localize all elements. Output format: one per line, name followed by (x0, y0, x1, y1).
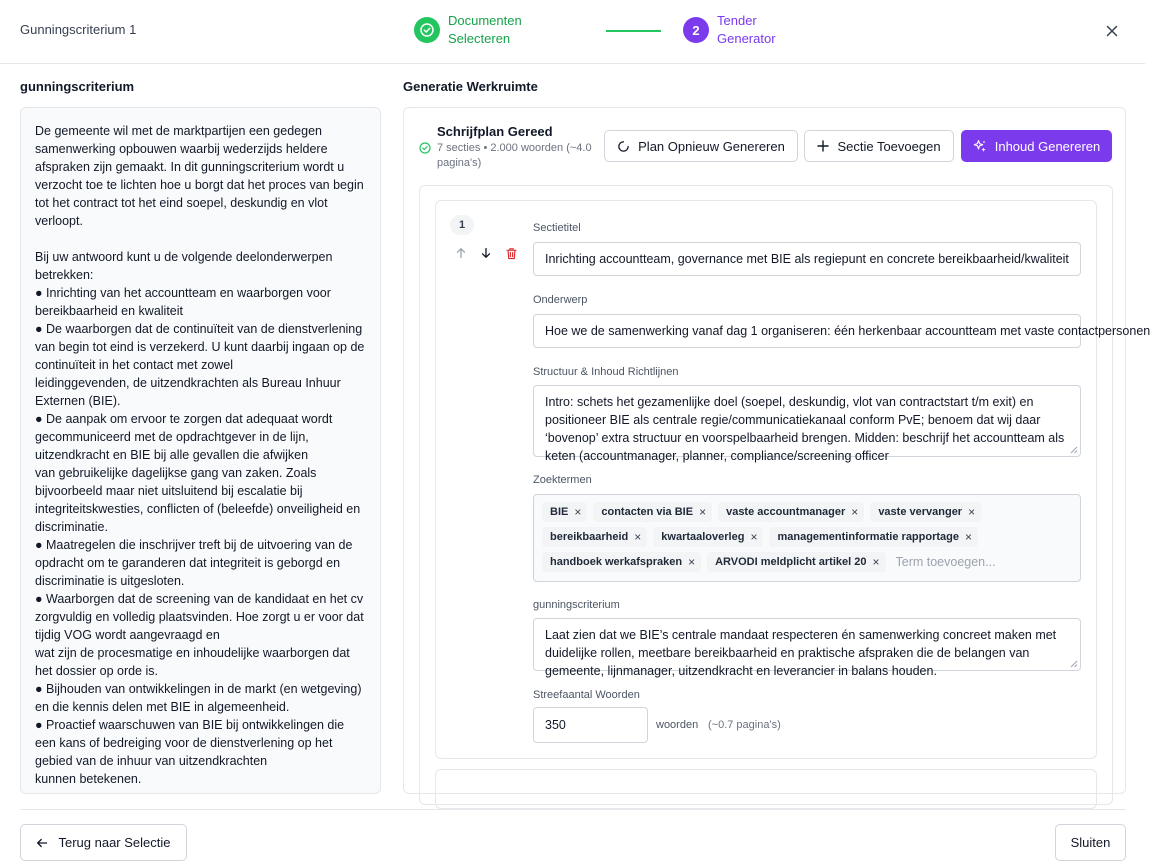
keyword-tag-label: handboek werkafspraken (550, 556, 683, 568)
regenerate-plan-label: Plan Opnieuw Genereren (638, 138, 785, 154)
step-tender-generator[interactable] (683, 12, 807, 48)
step-complete-check-icon (414, 17, 440, 43)
plus-icon (817, 140, 829, 152)
sparkles-icon (973, 139, 987, 153)
remove-tag-icon[interactable]: × (968, 505, 976, 519)
subject-label: Onderwerp (533, 294, 588, 306)
keyword-tag[interactable] (769, 527, 978, 547)
keyword-tag-label: managementinformatie rapportage (777, 531, 959, 543)
target-words-label: Streefaantal Woorden (533, 689, 640, 701)
step-connector (606, 30, 661, 32)
criterion-text-panel[interactable] (20, 107, 381, 794)
keyword-tag-label: ARVODI meldplicht artikel 20 (715, 556, 867, 568)
step-documenten-selecteren[interactable] (414, 12, 538, 48)
words-unit-label: woorden (656, 719, 699, 731)
refresh-icon (617, 140, 630, 153)
keyword-tag-label: BIE (550, 506, 569, 518)
keyword-tag-label: contacten via BIE (601, 506, 694, 518)
criterion-textarea[interactable] (533, 618, 1081, 678)
keyword-tag[interactable] (707, 552, 885, 572)
keyword-tag[interactable] (542, 502, 587, 522)
remove-tag-icon[interactable]: × (965, 530, 973, 544)
modal-header (0, 0, 1145, 64)
arrow-up-icon (455, 247, 467, 259)
check-circle-icon (419, 142, 431, 154)
structure-textarea[interactable] (533, 385, 1081, 463)
criterion-label: gunningscriterium (533, 599, 620, 611)
section-number-badge: 1 (450, 215, 474, 235)
remove-tag-icon[interactable]: × (634, 530, 642, 544)
words-pages-estimate: (~0.7 pagina's) (708, 719, 781, 731)
section-title-input[interactable]: Inrichting accountteam, governance met BIE als regiepunt en concrete bereikbaarheid/kwaliteit (533, 242, 1081, 276)
remove-tag-icon[interactable]: × (688, 555, 696, 569)
generate-content-label: Inhoud Genereren (994, 138, 1101, 154)
back-to-selection-button[interactable] (20, 824, 187, 861)
keyword-tag-label: vaste vervanger (878, 506, 963, 518)
plan-meta (419, 141, 609, 171)
step-label (717, 12, 807, 48)
add-section-button[interactable] (804, 130, 954, 162)
keyword-tag[interactable] (653, 527, 763, 547)
section-title-label: Sectietitel (533, 222, 581, 234)
remove-tag-icon[interactable]: × (750, 530, 758, 544)
generation-workspace (403, 107, 1150, 794)
close-button[interactable] (1101, 20, 1123, 42)
keyword-tag-label: vaste accountmanager (726, 506, 846, 518)
add-section-label: Sectie Toevoegen (837, 138, 941, 154)
keyword-tag[interactable] (593, 502, 712, 522)
subject-input[interactable]: Hoe we de samenwerking vanaf dag 1 organiseren: één herkenbaar accountteam met vaste contactpersonen (533, 314, 1081, 348)
step-label (448, 12, 538, 48)
modal-title: Gunningscriterium 1 (20, 22, 137, 37)
remove-tag-icon[interactable]: × (699, 505, 707, 519)
regenerate-plan-button[interactable] (604, 130, 798, 162)
resize-grip-icon[interactable] (1070, 446, 1078, 454)
generate-content-button[interactable] (961, 130, 1112, 162)
keywords-label: Zoektermen (533, 474, 592, 486)
step-label-line1: Tender (717, 13, 757, 28)
remove-tag-icon[interactable]: × (574, 505, 582, 519)
keyword-tag[interactable] (542, 527, 647, 547)
remove-tag-icon[interactable]: × (872, 555, 880, 569)
section-card (435, 200, 1150, 759)
step-number: 2 (683, 17, 709, 43)
close-icon (1106, 25, 1118, 37)
plan-status-title: Schrijfplan Gereed (437, 124, 553, 139)
structure-label: Structuur & Inhoud Richtlijnen (533, 366, 679, 378)
criterion-text: De gemeente wil met de marktpartijen een gedegen samenwerking opbouwen waarbij wederzijds heldere afspraken zijn gemaakt. In dit gunningscriterium wordt u verzocht toe te lichten hoe u borgt dat het proces van begin tot het contract tot het eind soepel, deskundig en vlot verloopt. Bij uw antwoord kunt u de volgende deelonderwerpen betrekken: ● Inrichting van het accountteam en waarborgen voor bereikbaarheid en kwaliteit ● De waarborgen dat de continuïteit van de dienstverlening van begin tot eind is verzekerd. U kunt daarbij ingaan op de continuïteit in het contact met zowel leidinggevenden, de uitzendkrachten als Bureau Inhuur Externen (BIE). ● De aanpak om ervoor te zorgen dat adequaat wordt gecommuniceerd met de opdrachtgever in de lijn, uitzendkracht en BIE bij alle gevallen die afwijken van gebruikelijke dagelijkse gang van zaken. Zoals bijvoorbeeld maar niet uitsluitend bij escalatie bij integriteitskwesties, conflicten of (beleefde) onveiligheid en discriminatie. ● Maatregelen die inschrijver treft bij de uitvoering van de opdracht om te garanderen dat integriteit is geborgd en discriminatie is uitgesloten. ● Waarborgen dat de screening van de kandidaat en het cv zorgvuldig en volledig plaatsvinden. Hoe zorgt u er voor dat tijdig VOG wordt aangevraagd en wat zijn de procesmatige en inhoudelijke waarborgen dat het dossier op orde is. ● Bijhouden van ontwikkelingen in de markt (en wetgeving) en die kennis delen met BIE in algemeenheid. ● Proactief waarschuwen van BIE bij ontwikkelingen die een kans of bedreiging voor de dienstverlening op het gebied van de inhuur van uitzendkrachten kunnen betekenen. (35, 124, 365, 786)
criterion-textarea-text: Laat zien dat we BIE’s centrale mandaat respecteren én samenwerking concreet maken met duidelijke rollen, meetbare bereikbaarheid en praktische afspraken die de belangen van gemeente, lijnmanager, uitzendkracht en leverancier in balans houden. (545, 628, 1057, 678)
keyword-tag[interactable] (870, 502, 981, 522)
arrow-down-icon (480, 247, 492, 259)
move-up-button[interactable] (453, 245, 469, 261)
move-down-button[interactable] (478, 245, 494, 261)
footer-divider (20, 809, 1126, 810)
target-words-input[interactable]: 350 (533, 707, 648, 743)
remove-tag-icon[interactable]: × (851, 505, 859, 519)
add-keyword-input[interactable] (892, 552, 1022, 572)
step-label-line2: Selecteren (448, 31, 511, 46)
workspace-heading: Generatie Werkruimte (403, 79, 538, 94)
resize-grip-icon[interactable] (1070, 660, 1078, 668)
left-panel-heading: gunningscriterium (20, 79, 135, 94)
step-label-line1: Documenten (448, 13, 522, 28)
back-to-selection-label: Terug naar Selectie (58, 835, 171, 850)
plan-meta-text: 7 secties • 2.000 woorden (~4.0 pagina's) (437, 142, 592, 169)
keyword-tag-label: kwartaaloverleg (661, 531, 745, 543)
section-card-next (435, 769, 1097, 809)
keywords-tag-input[interactable] (533, 494, 1081, 582)
structure-text: Intro: schets het gezamenlijke doel (soepel, deskundig, vlot van contractstart t/m exit) en positioneer BIE als centrale regie/communicatiekanaal conform PvE; benoem dat wij daar ‘bovenop’ extra structuur en voorspelbaarheid brengen. Midden: beschrijf het accountteam als keten (accountmanager, planner, compliance/screening officer (545, 395, 1065, 463)
keyword-tag[interactable] (542, 552, 701, 572)
step-label-line2: Generator (717, 31, 776, 46)
arrow-left-icon (36, 837, 48, 849)
sections-list[interactable] (419, 185, 1150, 805)
close-footer-button[interactable]: Sluiten (1055, 824, 1126, 861)
keyword-tag[interactable] (718, 502, 864, 522)
trash-icon (505, 247, 518, 260)
delete-section-button[interactable] (503, 245, 519, 261)
keyword-tag-label: bereikbaarheid (550, 531, 629, 543)
